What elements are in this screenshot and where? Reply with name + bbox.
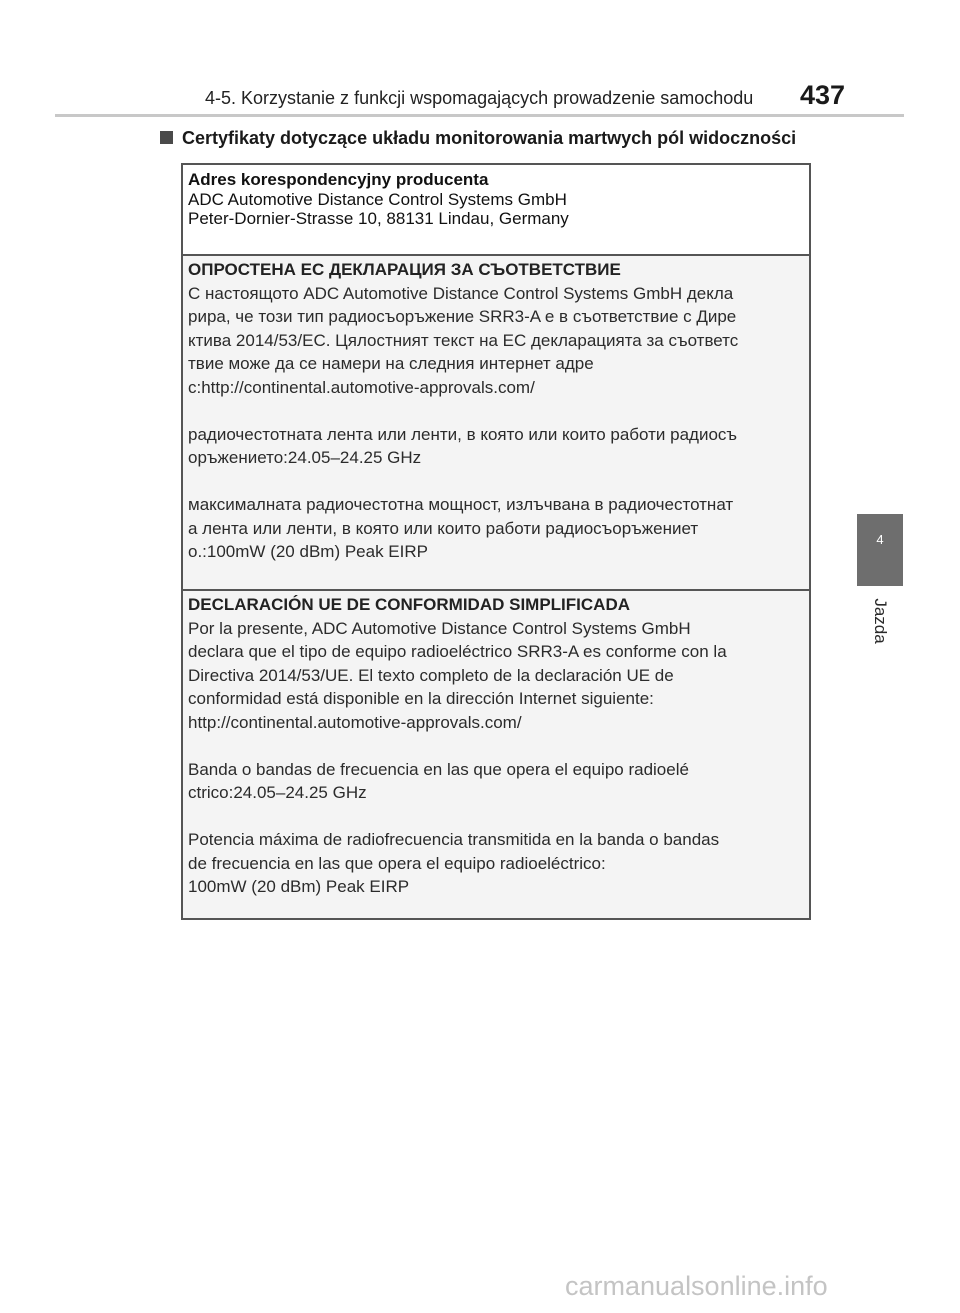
declaration-line: 100mW (20 dBm) Peak EIRP (188, 877, 410, 896)
declaration-line: о.:100mW (20 dBm) Peak EIRP (188, 542, 428, 561)
declaration-line: http://continental.automotive-approvals.com/ (188, 712, 522, 732)
declaration-line: твие може да се намери на следния интернет адре (188, 354, 594, 373)
square-bullet-icon (160, 131, 173, 144)
declaration-line: оръжението:24.05–24.25 GHz (188, 448, 422, 467)
manufacturer-address (183, 165, 809, 254)
paragraph-gap (188, 470, 809, 494)
declaration-line: Directiva 2014/53/UE. El texto completo de la declaración UE de (188, 665, 674, 685)
address-line: Peter-Dornier-Strasse 10, 88131 Lindau, Germany (188, 209, 569, 228)
paragraph-gap (188, 399, 809, 423)
address-line: ADC Automotive Distance Control Systems GmbH (188, 189, 567, 209)
declaration-line: Banda o bandas de frecuencia en las que opera el equipo radioelé (188, 759, 689, 779)
address-title: Adres korespondencyjny producenta (188, 170, 489, 189)
bulgarian-declaration-title: ОПРОСТЕНА ЕС ДЕКЛАРАЦИЯ ЗА СЪОТВЕТСТВИЕ (188, 260, 621, 279)
bulgarian-declaration (183, 254, 809, 589)
certificate-box (181, 163, 811, 920)
declaration-line: de frecuencia en las que opera el equipo radioeléctrico: (188, 853, 606, 873)
spanish-declaration-title: DECLARACIÓN UE DE CONFORMIDAD SIMPLIFICADA (188, 595, 630, 614)
header-divider (55, 114, 904, 117)
chapter-title: 4-5. Korzystanie z funkcji wspomagających prowadzenie samochodu (205, 88, 754, 108)
paragraph-gap (188, 805, 809, 829)
chapter-tab (857, 514, 903, 586)
declaration-line: максималната радиочестотна мощност, излъчвана в радиочестотнат (188, 495, 734, 514)
source-watermark: carmanualsonline.info (565, 1271, 828, 1301)
declaration-line: радиочестотната лента или ленти, в която или които работи радиосъ (188, 424, 738, 444)
spanish-declaration (183, 589, 809, 918)
declaration-line: declara que el tipo de equipo radioeléctrico SRR3-A es conforme con la (188, 642, 727, 661)
section-heading-text: Certyfikaty dotyczące układu monitorowania martwych pól widoczności (182, 128, 797, 148)
declaration-line: Potencia máxima de radiofrecuencia transmitida en la banda o bandas (188, 830, 720, 849)
chapter-tab-number: 4 (876, 532, 884, 547)
section-heading (160, 128, 796, 149)
declaration-line: а лента или ленти, в която или които работи радиосъоръжениет (188, 518, 699, 538)
page-header (0, 70, 960, 112)
chapter-tab-label: Jazda (871, 598, 890, 644)
declaration-line: рира, че този тип радиосъоръжение SRR3-A е в съответствие с Дире (188, 307, 737, 326)
declaration-line: Por la presente, ADC Automotive Distance Control Systems GmbH (188, 618, 691, 638)
declaration-line: С настоящото ADC Automotive Distance Control Systems GmbH декла (188, 283, 734, 303)
paragraph-gap (188, 734, 809, 758)
declaration-line: conformidad está disponible en la dirección Internet siguiente: (188, 689, 654, 708)
page-number: 437 (800, 80, 846, 110)
declaration-line: ctrico:24.05–24.25 GHz (188, 783, 367, 802)
declaration-line: c:http://continental.automotive-approvals.com/ (188, 377, 535, 397)
declaration-line: ктива 2014/53/ЕС. Цялостният текст на ЕС декларацията за съответс (188, 330, 739, 350)
